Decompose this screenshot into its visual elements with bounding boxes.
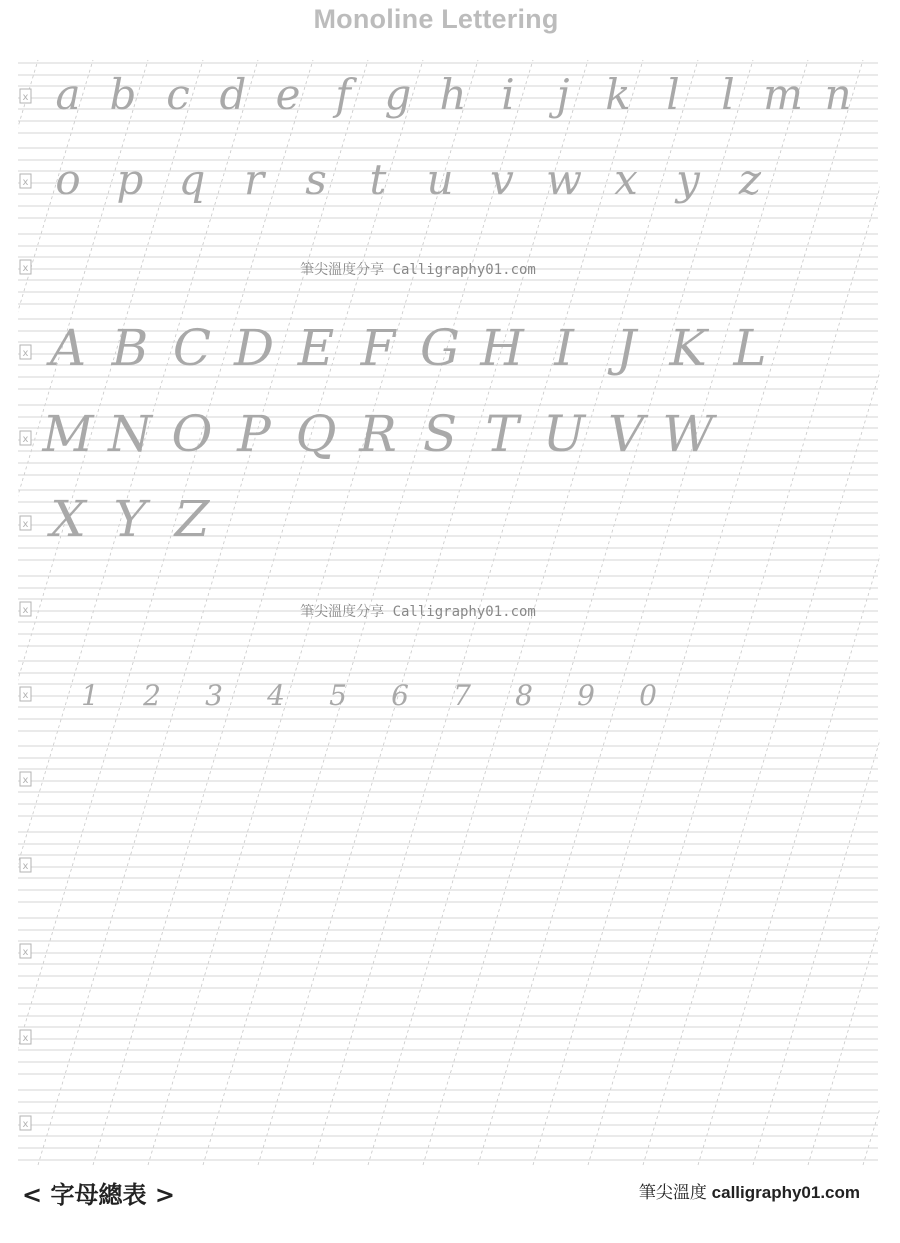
script-glyph: T (485, 405, 519, 463)
script-glyph: o (55, 155, 81, 204)
script-glyph: p (116, 155, 144, 204)
script-glyph: a (55, 70, 81, 119)
script-glyph: w (546, 155, 582, 204)
slant-guide (808, 60, 900, 1165)
slant-guide (588, 60, 900, 1165)
script-glyph: B (111, 319, 149, 377)
script-glyph: 3 (205, 679, 223, 712)
script-glyph: 2 (143, 679, 161, 712)
script-glyph: E (297, 319, 335, 377)
row-marker-label: x (22, 861, 29, 872)
practice-row (20, 858, 31, 872)
script-glyph: l (721, 70, 735, 119)
script-glyph: 0 (639, 679, 657, 712)
row-marker-label: x (22, 690, 29, 701)
page-title: Monoline Lettering (313, 4, 559, 34)
footer-section-title: < 字母總表 > (22, 1180, 175, 1209)
script-glyph: R (359, 405, 397, 463)
script-glyph: V (607, 405, 645, 463)
script-glyph: i (501, 70, 515, 119)
script-glyph: b (109, 70, 137, 119)
script-glyph: k (605, 70, 631, 119)
script-glyph: L (733, 319, 767, 377)
row-marker-label: x (22, 1119, 29, 1130)
script-glyph: P (237, 405, 271, 463)
script-glyph: M (42, 405, 94, 463)
script-glyph: C (172, 319, 212, 377)
script-glyph: Y (113, 490, 147, 548)
practice-row (20, 772, 31, 786)
slant-guide (643, 60, 900, 1165)
script-glyph: S (422, 405, 458, 463)
script-glyph: d (219, 70, 247, 119)
footer-brand (639, 1178, 860, 1203)
script-glyph: I (554, 319, 574, 377)
script-glyph: U (542, 405, 586, 463)
slant-guide (533, 60, 863, 1165)
script-glyph: 9 (577, 679, 595, 712)
script-glyph: G (420, 319, 460, 377)
slant-guide (0, 60, 38, 1165)
practice-row (20, 490, 211, 548)
script-glyph: r (243, 155, 265, 204)
row-marker-label: x (22, 92, 29, 103)
footer-site-url: calligraphy01.com (711, 1183, 860, 1202)
script-glyph: Q (295, 405, 337, 463)
row-marker-label: x (22, 775, 29, 786)
practice-row (20, 405, 717, 463)
script-glyph: 7 (453, 679, 471, 712)
row-watermark-text: 筆尖溫度分享 Calligraphy01.com (300, 262, 536, 278)
slant-guide (0, 60, 313, 1165)
script-glyph: 1 (81, 679, 99, 712)
script-glyph: v (490, 155, 514, 204)
script-glyph: h (439, 70, 467, 119)
script-glyph: j (556, 70, 570, 119)
script-glyph: 6 (391, 679, 409, 712)
script-glyph: D (233, 319, 275, 377)
script-glyph: q (178, 155, 206, 204)
script-glyph: g (384, 70, 412, 119)
practice-row (20, 1116, 31, 1130)
script-glyph: 5 (329, 679, 347, 712)
script-glyph: l (666, 70, 680, 119)
footer-brand-name: 筆尖溫度 (638, 1183, 707, 1202)
row-marker-label: x (22, 947, 29, 958)
slant-guide (0, 60, 93, 1165)
script-glyph: O (171, 405, 213, 463)
script-glyph: A (49, 319, 87, 377)
script-glyph: 4 (267, 679, 285, 712)
slant-guide (753, 60, 900, 1165)
script-glyph: N (108, 405, 152, 463)
script-glyph: n (824, 70, 852, 119)
row-marker-label: x (22, 434, 29, 445)
script-glyph: F (360, 319, 396, 377)
script-glyph: u (426, 155, 454, 204)
script-glyph: c (166, 70, 190, 119)
script-glyph: Z (174, 490, 210, 548)
script-glyph: s (305, 155, 327, 204)
script-glyph: K (669, 319, 707, 377)
script-glyph: H (480, 319, 524, 377)
practice-row (20, 1030, 31, 1044)
script-glyph: J (615, 319, 637, 377)
script-glyph: 8 (515, 679, 533, 712)
script-glyph: f (335, 70, 351, 119)
script-glyph: X (50, 490, 86, 548)
row-marker-label: x (22, 605, 29, 616)
row-watermark-text: 筆尖溫度分享 Calligraphy01.com (300, 604, 536, 620)
script-glyph: m (763, 70, 803, 119)
row-marker-label: x (22, 519, 29, 530)
row-marker-label: x (22, 1033, 29, 1044)
slant-guide (698, 60, 900, 1165)
slant-guide (0, 60, 258, 1165)
script-glyph: t (369, 155, 387, 204)
script-glyph: e (275, 70, 301, 119)
script-glyph: z (738, 155, 762, 204)
script-glyph: y (676, 155, 700, 204)
row-marker-label: x (22, 263, 29, 274)
practice-row (20, 155, 762, 204)
practice-row (20, 319, 767, 377)
script-glyph: x (614, 155, 638, 204)
row-marker-label: x (22, 177, 29, 188)
practice-row (20, 944, 31, 958)
row-marker-label: x (22, 348, 29, 359)
script-glyph: W (662, 405, 714, 463)
practice-row (20, 70, 852, 119)
